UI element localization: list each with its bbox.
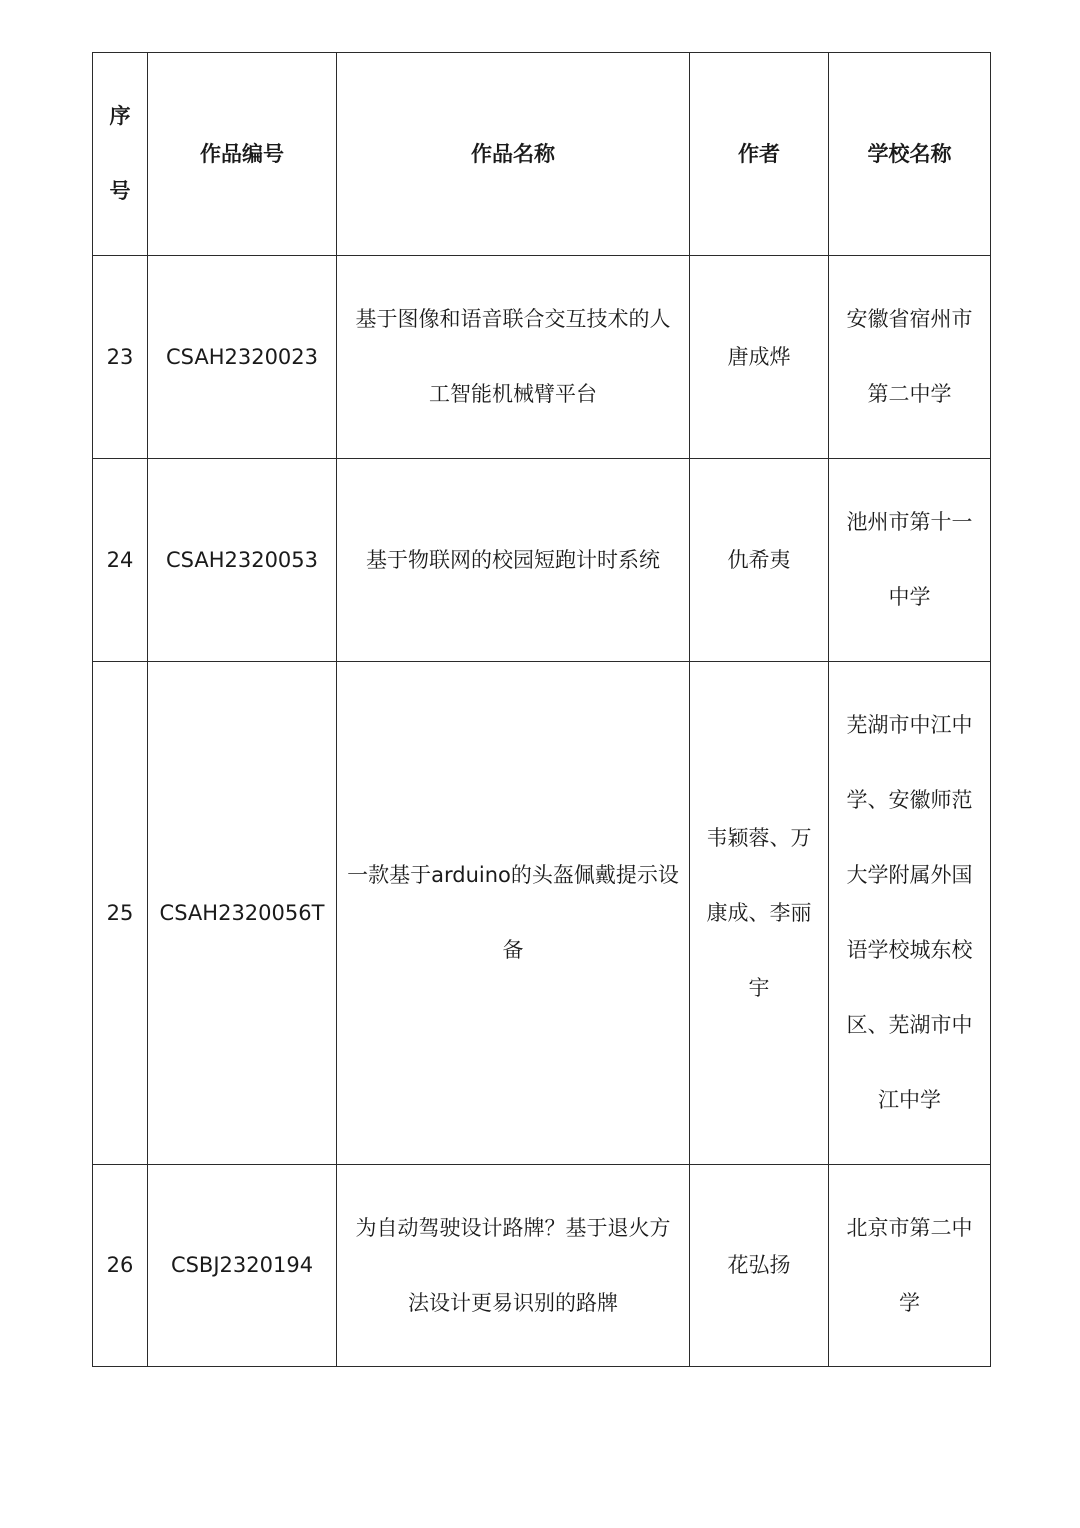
cell-seq: 25: [93, 662, 148, 1165]
table-row: [93, 662, 991, 1165]
cell-seq: 26: [93, 1165, 148, 1367]
cell-author: 仇希夷: [690, 459, 829, 662]
table-header-row: [93, 53, 991, 256]
cell-school: 安徽省宿州市第二中学: [829, 256, 991, 459]
cell-school: 芜湖市中江中学、安徽师范大学附属外国语学校城东校区、芜湖市中江中学: [829, 662, 991, 1165]
cell-title: 为自动驾驶设计路牌？基于退火方法设计更易识别的路牌: [337, 1165, 690, 1367]
cell-code: CSAH2320056T: [148, 662, 337, 1165]
cell-title: 基于图像和语音联合交互技术的人工智能机械臂平台: [337, 256, 690, 459]
header-code: 作品编号: [148, 53, 337, 256]
header-title: 作品名称: [337, 53, 690, 256]
cell-title: 基于物联网的校园短跑计时系统: [337, 459, 690, 662]
cell-code: CSAH2320023: [148, 256, 337, 459]
header-seq: 序 号: [93, 53, 148, 256]
header-author: 作者: [690, 53, 829, 256]
cell-author: 韦颖蓉、万康成、李丽宇: [690, 662, 829, 1165]
cell-code: CSBJ2320194: [148, 1165, 337, 1367]
cell-school: 池州市第十一中学: [829, 459, 991, 662]
cell-title: 一款基于arduino的头盔佩戴提示设备: [337, 662, 690, 1165]
cell-author: 唐成烨: [690, 256, 829, 459]
cell-school: 北京市第二中学: [829, 1165, 991, 1367]
table-row: [93, 1165, 991, 1367]
cell-seq: 24: [93, 459, 148, 662]
table-row: [93, 459, 991, 662]
cell-code: CSAH2320053: [148, 459, 337, 662]
header-school: 学校名称: [829, 53, 991, 256]
cell-author: 花弘扬: [690, 1165, 829, 1367]
table-row: [93, 256, 991, 459]
award-table: [92, 52, 991, 1367]
cell-seq: 23: [93, 256, 148, 459]
